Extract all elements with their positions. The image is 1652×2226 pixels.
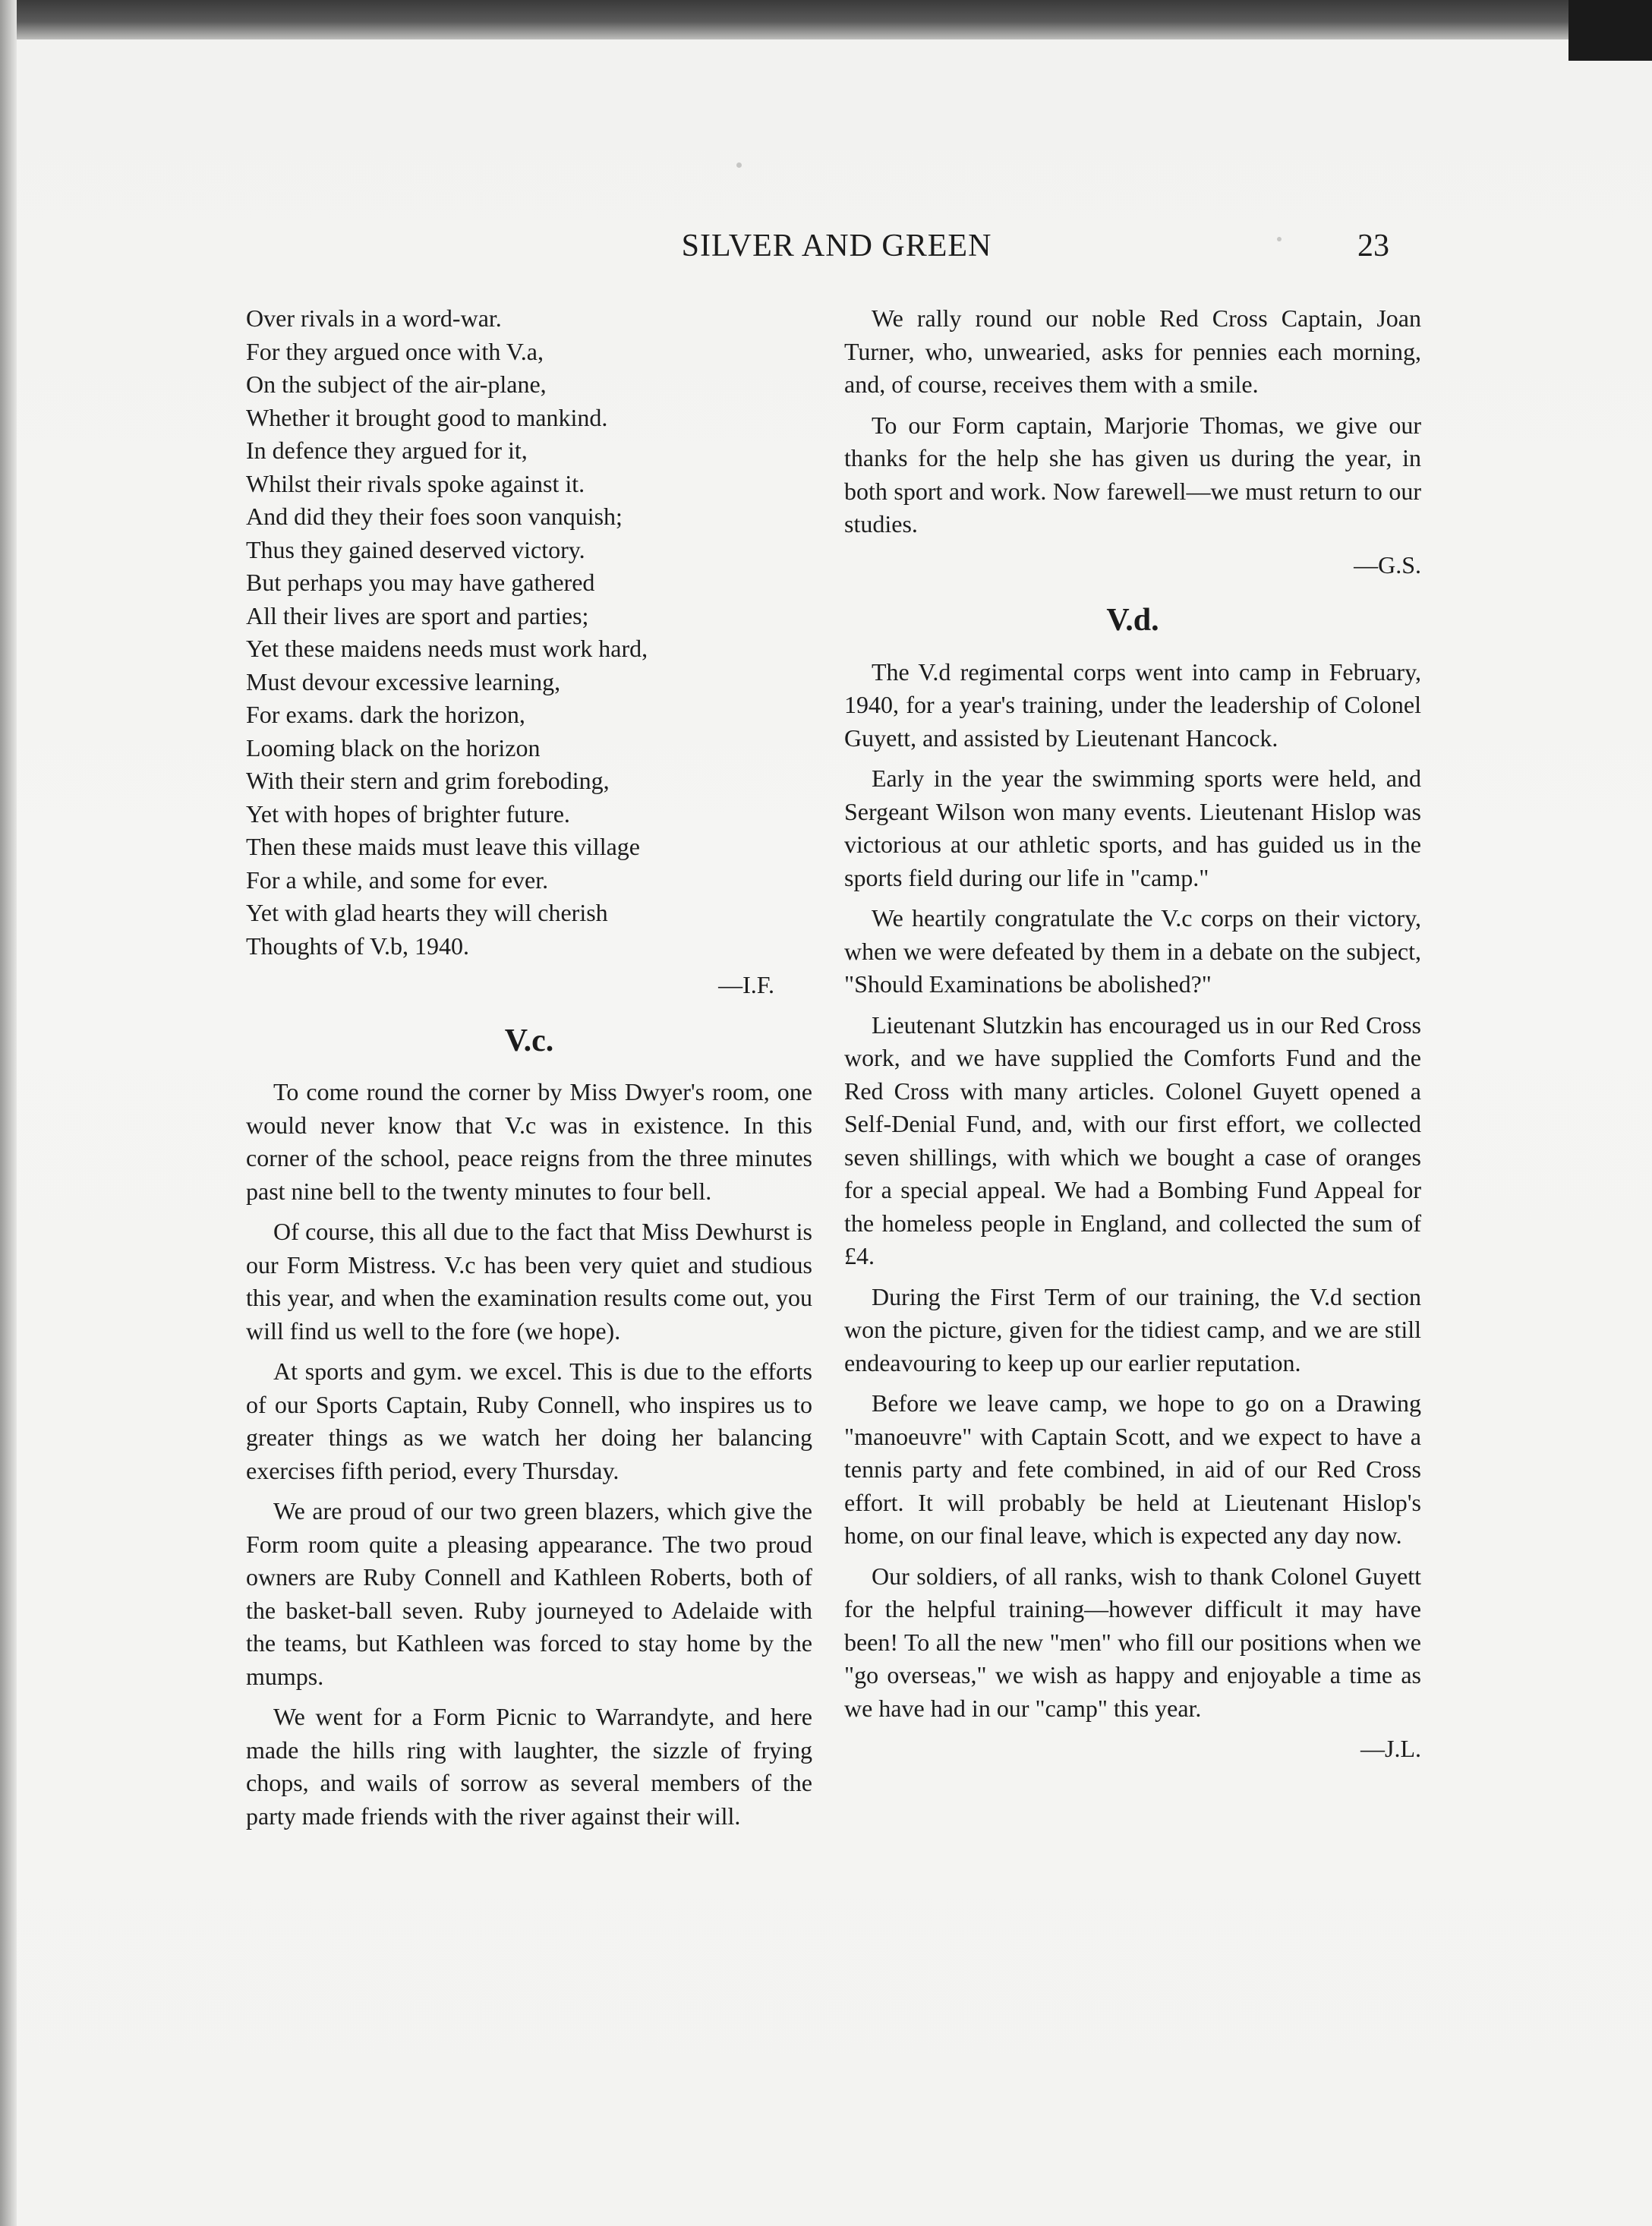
poem-line: Must devour excessive learning, (246, 667, 561, 695)
poem-line: All their lives are sport and parties; (246, 601, 589, 629)
paragraph: At sports and gym. we excel. This is due to the efforts of our Sports Captain, Ruby Connell, who inspires us to greater things as we watch her doing her balancing exercises fifth period, every Thursday. (246, 1357, 812, 1484)
section-title-vd: V.d. (1106, 603, 1159, 638)
paragraph: During the First Term of our training, the V.d section won the picture, given for the tidiest camp, and we are still endeavouring to keep up our earlier reputation. (844, 1282, 1421, 1376)
poem-line: Over rivals in a word-war. (246, 304, 502, 332)
paragraph: To come round the corner by Miss Dwyer's room, one would never know that V.c was in existence. In this corner of the school, peace reigns from the three minutes past nine bell to the twenty minutes to four bell. (246, 1078, 812, 1205)
poem (246, 302, 812, 963)
section-title-vc: V.c. (504, 1023, 554, 1058)
paragraph: The V.d regimental corps went into camp in February, 1940, for a year's training, under the leadership of Colonel Guyett, and assisted by Lieutenant Hancock. (844, 657, 1421, 752)
paragraph: We rally round our noble Red Cross Captain, Joan Turner, who, unwearied, asks for pennies each morning, and, of course, receives them with a smile. (844, 304, 1421, 398)
poem-line: Whilst their rivals spoke against it. (246, 469, 585, 497)
poem-line: Yet with hopes of brighter future. (246, 799, 570, 828)
scan-top-edge (0, 0, 1652, 39)
paragraph: Of course, this all due to the fact that Miss Dewhurst is our Form Mistress. V.c has been very quiet and studious this year, and when the examination results come out, you will find us well to the fore (we hope). (246, 1218, 812, 1345)
poem-line: For exams. dark the horizon, (246, 701, 525, 728)
poem-line: For they argued once with V.a, (246, 337, 544, 365)
poem-line: Yet with glad hearts they will cherish (246, 899, 608, 926)
poem-line: Thoughts of V.b, 1940. (246, 932, 469, 960)
paragraph: We are proud of our two green blazers, which give the Form room quite a pleasing appearance. The two proud owners are Ruby Connell and Kathleen Roberts, both of the basket-ball seven. Ruby journeyed to Adelaide with the teams, but Kathleen was forced to stay home by the mumps. (246, 1497, 812, 1690)
paragraph: Early in the year the swimming sports were held, and Sergeant Wilson won many events. Lieutenant Hislop was victorious at our athletic sports, and has guided us in the sports field during our life in "camp." (844, 765, 1421, 891)
poem-signature: —I.F. (718, 971, 774, 998)
poem-line: On the subject of the air-plane, (246, 370, 547, 398)
paragraph: To our Form captain, Marjorie Thomas, we give our thanks for the help she has given us during the year, in both sport and work. Now farewell—we must return to our studies. (844, 411, 1421, 538)
poem-line: Thus they gained deserved victory. (246, 535, 585, 563)
intro-signature: —G.S. (1354, 550, 1421, 579)
poem-line: Then these maids must leave this village (246, 833, 640, 860)
paragraph: We went for a Form Picnic to Warrandyte, and here made the hills ring with laughter, the sizzle of frying chops, and wails of sorrow as several members of the party made friends with the river against their will. (246, 1703, 812, 1830)
ink-speck (736, 162, 742, 168)
paragraph: Lieutenant Slutzkin has encouraged us in our Red Cross work, and we have supplied the Comforts Fund and the Red Cross with many articles. Colonel Guyett opened a Self-Denial Fund, and, with our first effort, we collected seven shillings, with which we bought a case of oranges for a special appeal. We had a Bombing Fund Appeal for the homeless people in England, and collected the sum of £4. (844, 1011, 1421, 1269)
poem-line: And did they their foes soon vanquish; (246, 503, 623, 530)
poem-line: For a while, and some for ever. (246, 865, 549, 894)
left-column (246, 302, 812, 1840)
final-signature: —J.L. (1360, 1735, 1421, 1762)
ink-speck (1277, 237, 1282, 241)
paragraph: Before we leave camp, we hope to go on a Drawing "manoeuvre" with Captain Scott, and we expect to have a tennis party and fete combined, in aid of our Red Cross effort. It will probably be held at Lieutenant Hislop's home, on our final leave, which is expected any day now. (844, 1389, 1421, 1549)
paragraph: We heartily congratulate the V.c corps on their victory, when we were defeated by them in a debate on the subject, "Should Examinations be abolished?" (844, 904, 1421, 998)
running-header-title: SILVER AND GREEN (681, 229, 992, 263)
scan-corner-shadow (1568, 0, 1652, 61)
scan-left-edge (0, 0, 17, 2226)
page-number: 23 (1357, 229, 1389, 263)
poem-line: With their stern and grim foreboding, (246, 767, 610, 794)
paragraph: Our soldiers, of all ranks, wish to thank Colonel Guyett for the helpful training—however difficult it may have been! To all the new "men" who fill our positions when we "go overseas," we wish as happy and enjoyable a time as we have had in our "camp" this year. (844, 1562, 1421, 1722)
poem-line: Yet these maidens needs must work hard, (246, 635, 648, 662)
right-column (844, 302, 1421, 1766)
poem-line: Whether it brought good to mankind. (246, 403, 608, 431)
poem-line: Looming black on the horizon (246, 733, 541, 761)
poem-line: In defence they argued for it, (246, 437, 528, 464)
poem-line: But perhaps you may have gathered (246, 569, 595, 596)
